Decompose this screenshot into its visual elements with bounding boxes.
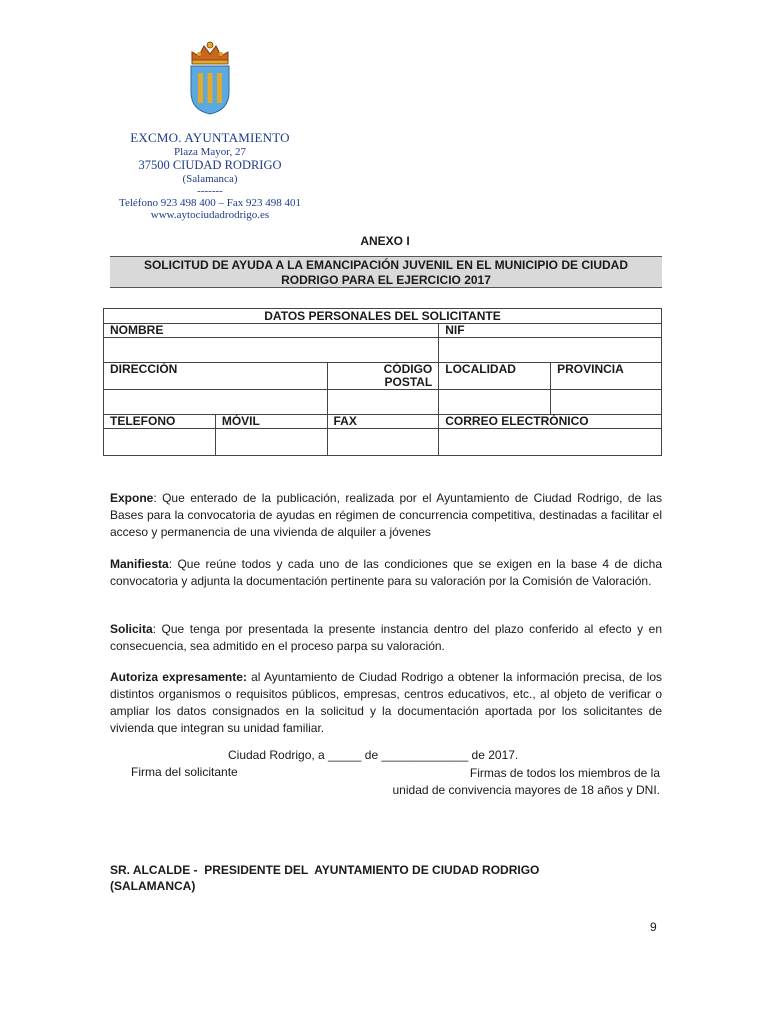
request-title (110, 256, 662, 288)
manifiesta-paragraph (110, 556, 662, 590)
signature-date-line: Ciudad Rodrigo, a _____ de _____________ de 2017. (228, 748, 519, 762)
solicita-label: Solicita (110, 622, 153, 636)
autoriza-label: Autoriza expresamente: (110, 670, 247, 684)
institution-separator: ------- (197, 185, 223, 197)
autoriza-paragraph (110, 669, 662, 737)
movil-field[interactable] (215, 429, 327, 456)
nombre-field[interactable] (104, 338, 439, 363)
label-correo: CORREO ELECTRÓNICO (439, 415, 662, 429)
label-telefono: TELEFONO (104, 415, 216, 429)
request-title-line2: RODRIGO PARA EL EJERCICIO 2017 (281, 273, 491, 287)
label-fax: FAX (327, 415, 439, 429)
addressee-line1: SR. ALCALDE - PRESIDENTE DEL AYUNTAMIENTO DE CIUDAD RODRIGO (110, 863, 540, 877)
label-nombre: NOMBRE (104, 324, 439, 338)
letterhead (100, 40, 320, 221)
label-movil: MÓVIL (215, 415, 327, 429)
localidad-field[interactable] (439, 390, 551, 415)
correo-field[interactable] (439, 429, 662, 456)
label-nif: NIF (439, 324, 662, 338)
telefono-field[interactable] (104, 429, 216, 456)
institution-website: www.aytociudadrodrigo.es (150, 209, 270, 221)
institution-city: 37500 CIUDAD RODRIGO (138, 158, 282, 172)
direccion-field[interactable] (104, 390, 328, 415)
request-title-line1: SOLICITUD DE AYUDA A LA EMANCIPACIÓN JUVENIL EN EL MUNICIPIO DE CIUDAD (143, 258, 629, 272)
annex-heading: ANEXO I (360, 234, 410, 248)
members-signature-label (393, 765, 661, 799)
institution-name: EXCMO. AYUNTAMIENTO (130, 130, 290, 145)
fax-field[interactable] (327, 429, 439, 456)
page-number: 9 (650, 920, 657, 934)
institution-street: Plaza Mayor, 27 (174, 146, 246, 158)
members-signature-line1: Firmas de todos los miembros de la (469, 766, 660, 780)
addressee (110, 862, 662, 894)
expone-label: Expone (110, 491, 154, 505)
personal-data-heading: DATOS PERSONALES DEL SOLICITANTE (104, 309, 662, 324)
label-provincia: PROVINCIA (551, 363, 662, 390)
personal-data-table (103, 308, 662, 456)
members-signature-line2: unidad de convivencia mayores de 18 años y DNI. (392, 783, 660, 797)
autoriza-text: al Ayuntamiento de Ciudad Rodrigo a obtener la información precisa, de los distintos organismos o requisitos públicos, empresas, centros educativos, etc., al objeto de verificar o ampliar los datos consignados en la solicitud y la documentación aportada por los solicitantes de vivienda que integran su unidad familiar. (110, 670, 662, 735)
nif-field[interactable] (439, 338, 662, 363)
label-direccion: DIRECCIÓN (104, 363, 328, 390)
coat-of-arms-icon (188, 40, 232, 116)
expone-paragraph (110, 490, 662, 541)
solicita-paragraph (110, 621, 662, 655)
provincia-field[interactable] (551, 390, 662, 415)
applicant-signature-label: Firma del solicitante (131, 765, 238, 779)
institution-phones: Teléfono 923 498 400 – Fax 923 498 401 (119, 197, 301, 209)
manifiesta-text: : Que reúne todos y cada uno de las condiciones que se exigen en la base 4 de dicha convocatoria y adjunta la documentación pertinente para su valoración por la Comisión de Valoración. (110, 557, 662, 588)
expone-text: : Que enterado de la publicación, realizada por el Ayuntamiento de Ciudad Rodrigo, de las Bases para la convocatoria de ayudas en régimen de concurrencia competitiva, destinadas a facilitar el acceso y permanencia de una vivienda de alquiler a jóvenes (110, 491, 662, 539)
codigo-postal-field[interactable] (327, 390, 439, 415)
solicita-text: : Que tenga por presentada la presente instancia dentro del plazo conferido al efecto y en consecuencia, sea admitido en el proceso parpa su valoración. (110, 622, 662, 653)
addressee-line2: (SALAMANCA) (110, 879, 196, 893)
manifiesta-label: Manifiesta (110, 557, 169, 571)
label-codigo-postal: CÓDIGO POSTAL (327, 363, 439, 390)
label-localidad: LOCALIDAD (439, 363, 551, 390)
institution-province: (Salamanca) (182, 173, 238, 185)
